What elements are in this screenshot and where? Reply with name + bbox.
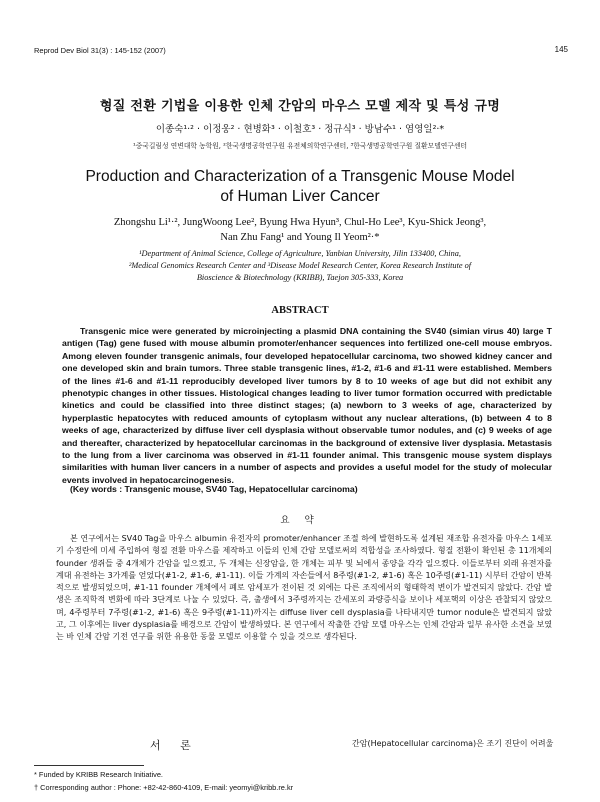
korean-abstract-heading: 요 약 bbox=[280, 515, 320, 526]
korean-authors: 이종숙¹·² · 이정웅² · 현병화³ · 이철호³ · 정규식³ · 방남수¹ · 염영일²·* bbox=[155, 124, 445, 135]
footnote-funding: * Funded by KRIBB Research Initiative. bbox=[34, 770, 163, 779]
page-number: 145 bbox=[554, 45, 568, 54]
english-authors bbox=[0, 215, 600, 245]
english-title bbox=[0, 167, 600, 207]
journal-citation: Reprod Dev Biol 31(3) : 145-152 (2007) bbox=[34, 46, 166, 55]
introduction-heading: 서 론 bbox=[150, 739, 199, 752]
affiliation-line-1: ¹Department of Animal Science, College of Agriculture, Yanbian University, Jilin 133400, China, bbox=[139, 249, 461, 258]
english-title-line-2: of Human Liver Cancer bbox=[220, 188, 380, 205]
footnote-corresponding: † Corresponding author : Phone: +82-42-860-4109, E-mail: yeomyi@kribb.re.kr bbox=[34, 783, 294, 792]
korean-abstract-body: 본 연구에서는 SV40 Tag을 마우스 albumin 유전자의 promoter/enhancer 조절 하에 발현하도록 설계된 재조합 유전자를 마우스 1세포기 수정란에 미세 주입하여 형질 전환 마우스를 제작하고 이들의 인체 간암 모델로써의 적합성을 조사하였다. 형질 전환이 확인된 총 11개체의 founder 생쥐들 중 4개체가 간암을 일으켰고, 두 개체는 신장암을, 한 개체는 피부 및 뇌에서 종양을 각각 일으켰다. 이들로부터 외래 유전자를 계대 유전하는 3가계를 얻었다(#1-2, #1-6, #1-11). 이들 가계의 자손들에서 8주령(#1-2, #1-6) 혹은 10주령(#1-11) 시부터 간암이 반복적으로 발생되었으며, #1-11 founder 개체에서 폐로 암세포가 전이된 것 외에는 다른 조직에서의 형태학적 변이가 발견되지 않았다. 간암 발생은 조직학적 변화에 따라 3단계로 나눌 수 있었다. 즉, 출생에서 3주령까지는 간세포의 과량증식을 보이나 세포핵의 이상은 관찰되지 않았으며, 4주령부터 7주령(#1-2, #1-6) 혹은 9주령(#1-11)까지는 diffuse liver cell dysplasia를 나타내지만 tumor nodule은 발견되지 않았고, 그 이후에는 liver dysplasia를 배경으로 간암이 발생하였다. 본 연구에서 작출한 간암 모델 마우스는 인체 간암과 일부 유사한 소견을 보였는 바 인체 간암 기전 연구를 위한 유용한 동물 모델로 이용할 수 있을 것으로 생각된다. bbox=[56, 534, 552, 642]
korean-title: 형질 전환 기법을 이용한 인체 간암의 마우스 모델 제작 및 특성 규명 bbox=[99, 99, 501, 114]
english-authors-line-1: Zhongshu Li¹·², JungWoong Lee², Byung Hwa Hyun³, Chul-Ho Lee³, Kyu-Shick Jeong³, bbox=[113, 217, 487, 228]
affiliation-line-3: Bioscience & Biotechnology (KRIBB), Taejon 305-333, Korea bbox=[196, 273, 404, 282]
affiliation-line-2: ²Medical Genomics Research Center and ³Disease Model Research Center, Korea Research Institute of bbox=[128, 261, 472, 270]
footnote-divider bbox=[34, 765, 144, 766]
english-title-line-1: Production and Characterization of a Transgenic Mouse Model bbox=[85, 168, 515, 185]
keywords: (Key words : Transgenic mouse, SV40 Tag, Hepatocellular carcinoma) bbox=[70, 484, 358, 494]
english-affiliations bbox=[0, 248, 600, 284]
abstract-body: Transgenic mice were generated by microinjecting a plasmid DNA containing the SV40 (simian virus 40) large T antigen (Tag) gene fused with mouse albumin promoter/enhancer sequences into fertilized one-cell mouse embryos. Among eleven founder transgenic animals, four developed hepatocellular carcinoma, two showed kidney cancer and one developed skin and brain tumors. Three stable transgenic lines, #1-2, #1-6 and #1-11 were established. Members of the lines #1-6 and #1-11 reproducibly developed liver tumors by 8 to 10 weeks of age but did not exhibit any phenotypic changes in other tissues. Histological changes leading to liver tumor formation occurred with predictable kinetics and could be classified into three distinct stages; (a) newborn to 3 weeks of age, characterized by hyperplastic hepatocytes with reduced amounts of cytoplasm without any nuclear alterations, (b) between 4 to 8 weeks of age, characterized by diffuse liver cell dysplasia without observable tumor nodules, and (c) 9 weeks of age and thereafter, characterized by hepatocellular carcinomas in the background of extensive liver dysplasia. Metastasis to the lung from a liver carcinoma was observed in #1-11 founder animal. This transgenic mouse system displays similarities with human liver cancers in a number of aspects and provides a useful model for the study of molecular events involved in hepatocarcinogenesis. bbox=[62, 326, 552, 485]
abstract-heading: ABSTRACT bbox=[271, 305, 329, 316]
korean-affiliations: ¹중국길림성 연변대학 농학원, ²한국생명공학연구원 유전체의학연구센터, ³한국생명공학연구원 질환모델연구센터 bbox=[132, 142, 468, 150]
english-authors-line-2: Nan Zhu Fang¹ and Young Il Yeom²·* bbox=[220, 232, 380, 243]
introduction-text-start: 간암(Hepatocellular carcinoma)은 조기 진단이 어려울 bbox=[352, 739, 554, 748]
